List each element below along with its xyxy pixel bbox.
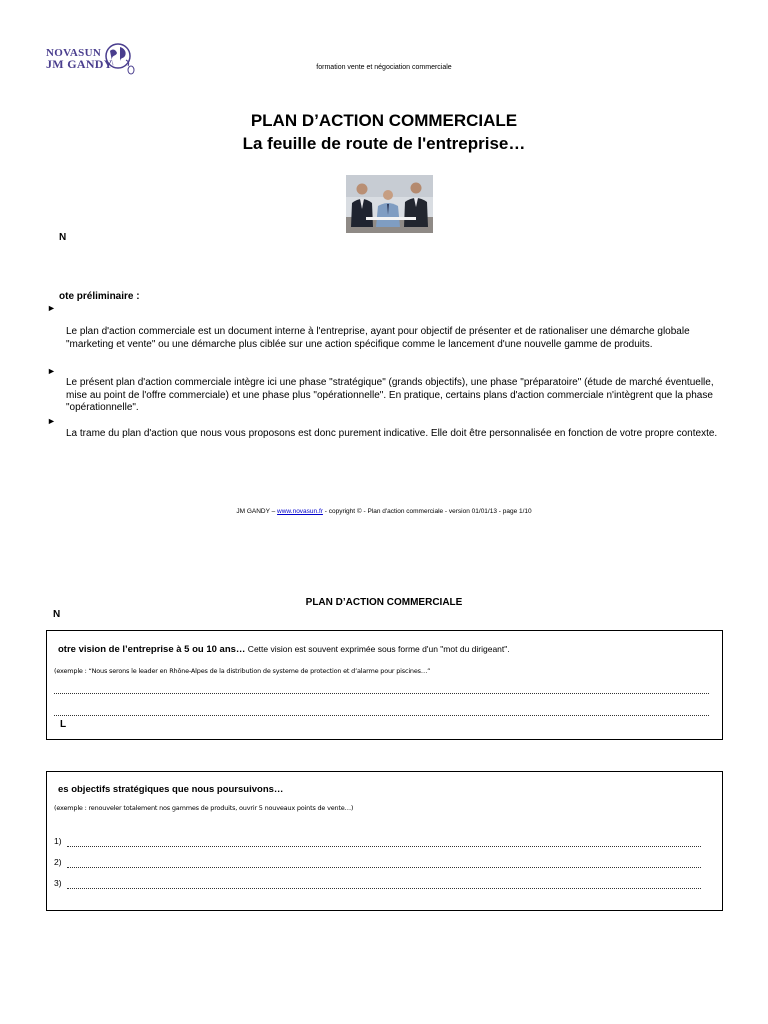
objective-line-3[interactable] xyxy=(67,888,701,889)
vision-example: (exemple : “Nous serons le leader en Rhône-Alpes de la distribution de systeme de protection et d’alarme pour piscines…” xyxy=(54,667,431,675)
vision-line-2[interactable] xyxy=(54,715,709,716)
section-title: PLAN D’ACTION COMMERCIALE xyxy=(305,597,463,608)
stray-letter: L xyxy=(60,719,67,730)
paragraph-1: Le plan d'action commerciale est un document interne à l'entreprise, ayant pour objectif de présenter et de rationaliser une démarche globale "marketing et vente" ou une démarche plus ciblée sur une action spécifique comme le lancement d'une nouvelle gamme de produits. xyxy=(66,326,690,350)
objective-line-2[interactable] xyxy=(67,867,701,868)
preliminary-heading: ote préliminaire : xyxy=(59,291,140,302)
footer-link[interactable]: www.novasun.fr xyxy=(277,508,323,515)
page-subtitle: La feuille de route de l'entreprise… xyxy=(242,134,526,153)
objectives-box xyxy=(46,771,723,911)
novasun-logo xyxy=(44,40,154,82)
objective-label-1: 1) xyxy=(54,836,62,846)
vision-box xyxy=(46,630,723,740)
objective-label-2: 2) xyxy=(54,857,62,867)
footer-prefix: JM GANDY – xyxy=(236,508,278,515)
vision-heading xyxy=(58,644,718,655)
stray-letter: N xyxy=(59,232,67,243)
paragraph-2: Le présent plan d'action commerciale intègre ici une phase "stratégique" (grands objectifs), une phase "préparatoire" (étude de marché éventuelle, mise au point de l'offre commerciale) et une phase plus "opérationnelle". En pratique, certains plans d'action commerciale n'intègrent que la phase "opérationnelle". xyxy=(66,377,714,413)
logo-line-2: JM GANDY xyxy=(46,57,113,71)
footer-suffix: - copyright © - Plan d'action commerciale - version 01/01/13 - page 1/10 xyxy=(322,508,532,515)
vision-line-1[interactable] xyxy=(54,693,709,694)
logo-line-1: NOVASUN xyxy=(46,47,102,59)
header-note: formation vente et négociation commerciale xyxy=(316,64,452,71)
business-meeting-photo xyxy=(346,175,433,233)
bullet-marker: ► xyxy=(47,416,56,426)
page-title: PLAN D’ACTION COMMERCIALE xyxy=(250,111,518,130)
objective-line-1[interactable] xyxy=(67,846,701,847)
page-footer xyxy=(0,508,768,515)
objective-label-3: 3) xyxy=(54,878,62,888)
bullet-marker: ► xyxy=(47,303,56,313)
bullet-marker: ► xyxy=(47,366,56,376)
vision-heading-text: otre vision de l’entreprise à 5 ou 10 ans… xyxy=(58,644,246,655)
stray-letter: N xyxy=(53,609,61,620)
objectives-example: (exemple : renouveler totalement nos gammes de produits, ouvrir 5 nouveaux points de vente…) xyxy=(54,804,354,812)
objectives-heading: es objectifs stratégiques que nous poursuivons… xyxy=(58,784,284,795)
paragraph-3: La trame du plan d'action que nous vous proposons est donc purement indicative. Elle doit être personnalisée en fonction de votre propre contexte. xyxy=(66,428,718,439)
vision-note: Cette vision est souvent exprimée sous forme d'un "mot du dirigeant". xyxy=(245,644,510,654)
